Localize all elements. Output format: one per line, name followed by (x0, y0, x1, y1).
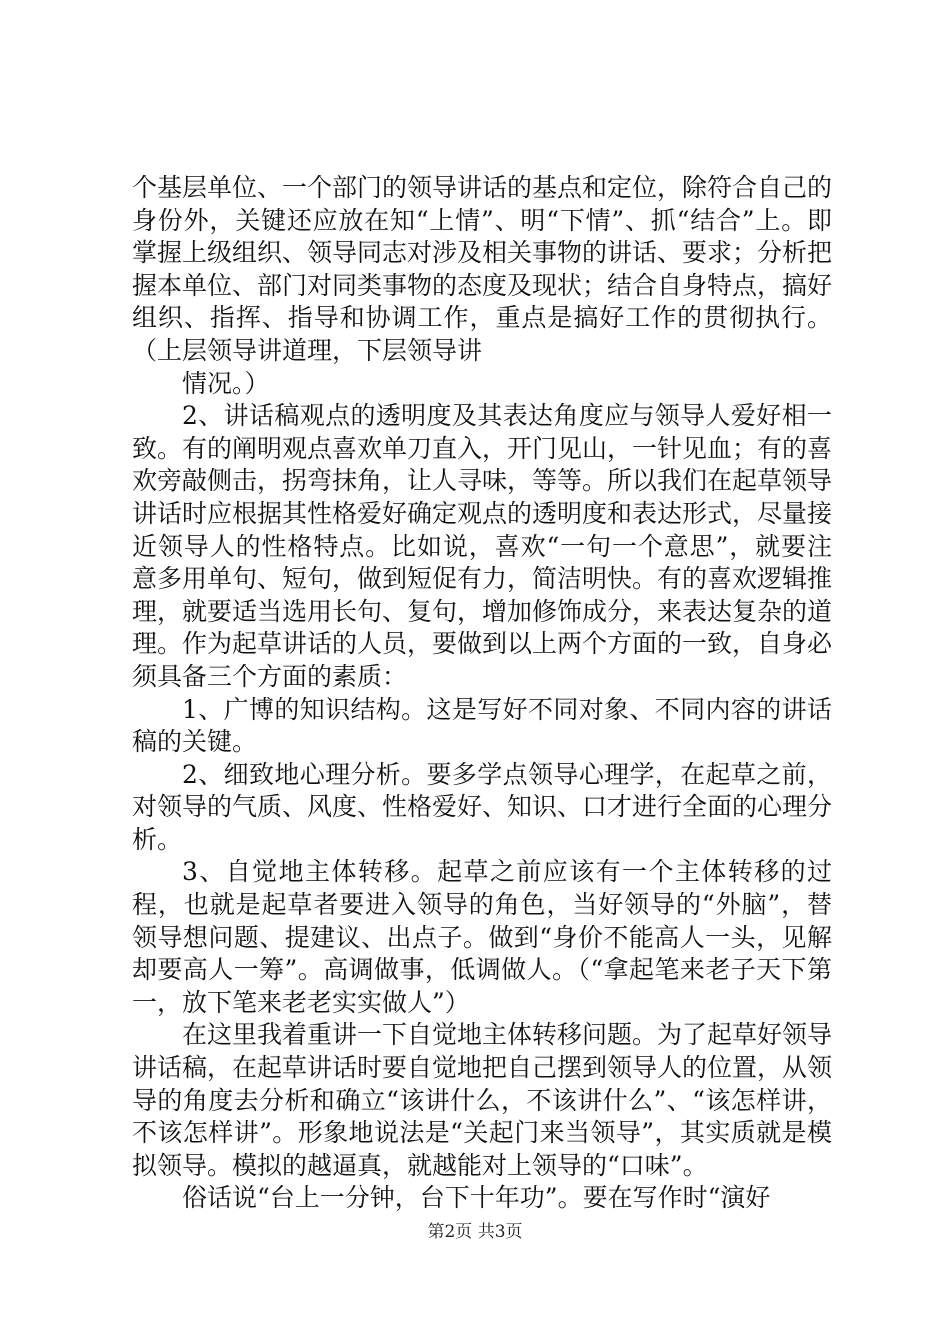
paragraph: 俗话说“台上一分钟，台下十年功”。要在写作时“演好 (182, 1183, 771, 1213)
paragraph: 2、讲话稿观点的透明度及其表达角度应与领导人爱好相一致。有的阐明观点喜欢单刀直入，开门见山，一针见血；有的喜欢旁敲侧击，拐弯抹角，让人寻味，等等。所以我们在起草领导讲话时应根据其性格爱好确定观点的透明度和表达形式，尽量接近领导人的性格特点。比如说，喜欢“一句一个意思”，就要注意多用单句、短句，做到短促有力，简洁明快。有的喜欢逻辑推理，就要适当选用长句、复句，增加修饰成分，来表达复杂的道理。作为起草讲话的人员，要做到以上两个方面的一致，自身必须具备三个方面的素质： (132, 401, 833, 691)
paragraph: 情况。） (182, 368, 270, 398)
paragraph: 2、细致地心理分析。要多学点领导心理学，在起草之前，对领导的气质、风度、性格爱好、知识、口才进行全面的心理分析。 (132, 759, 833, 854)
paragraph: 1、广博的知识结构。这是写好不同对象、不同内容的讲话稿的关键。 (132, 694, 832, 757)
paragraph: 3、自觉地主体转移。起草之前应该有一个主体转移的过程，也就是起草者要进入领导的角色，当好领导的“外脑”，替领导想问题、提建议、出点子。做到“身价不能高人一头，见解却要高人一筹”。高调做事，低调做人。（“拿起笔来老子天下第一，放下笔来老老实实做人”） (132, 857, 832, 1017)
paragraph: 个基层单位、一个部门的领导讲话的基点和定位，除符合自己的身份外，关键还应放在知“上情”、明“下情”、抓“结合”上。即掌握上级组织、领导同志对涉及相关事物的讲话、要求；分析把握本单位、部门对同类事物的态度及现状；结合自身特点，搞好组织、指挥、指导和协调工作，重点是搞好工作的贯彻执行。（上层领导讲道理，下层领导讲 (132, 173, 833, 365)
body-text (132, 172, 832, 1215)
page-footer: 第2页 共3页 (427, 1222, 523, 1242)
paragraph: 在这里我着重讲一下自觉地主体转移问题。为了起草好领导讲话稿，在起草讲话时要自觉地把自己摆到领导人的位置，从领导的角度去分析和确立“该讲什么，不该讲什么”、“该怎样讲，不该怎样讲”。形象地说法是“关起门来当领导”，其实质就是模拟领导。模拟的越逼真，就越能对上领导的“口味”。 (132, 1020, 833, 1180)
